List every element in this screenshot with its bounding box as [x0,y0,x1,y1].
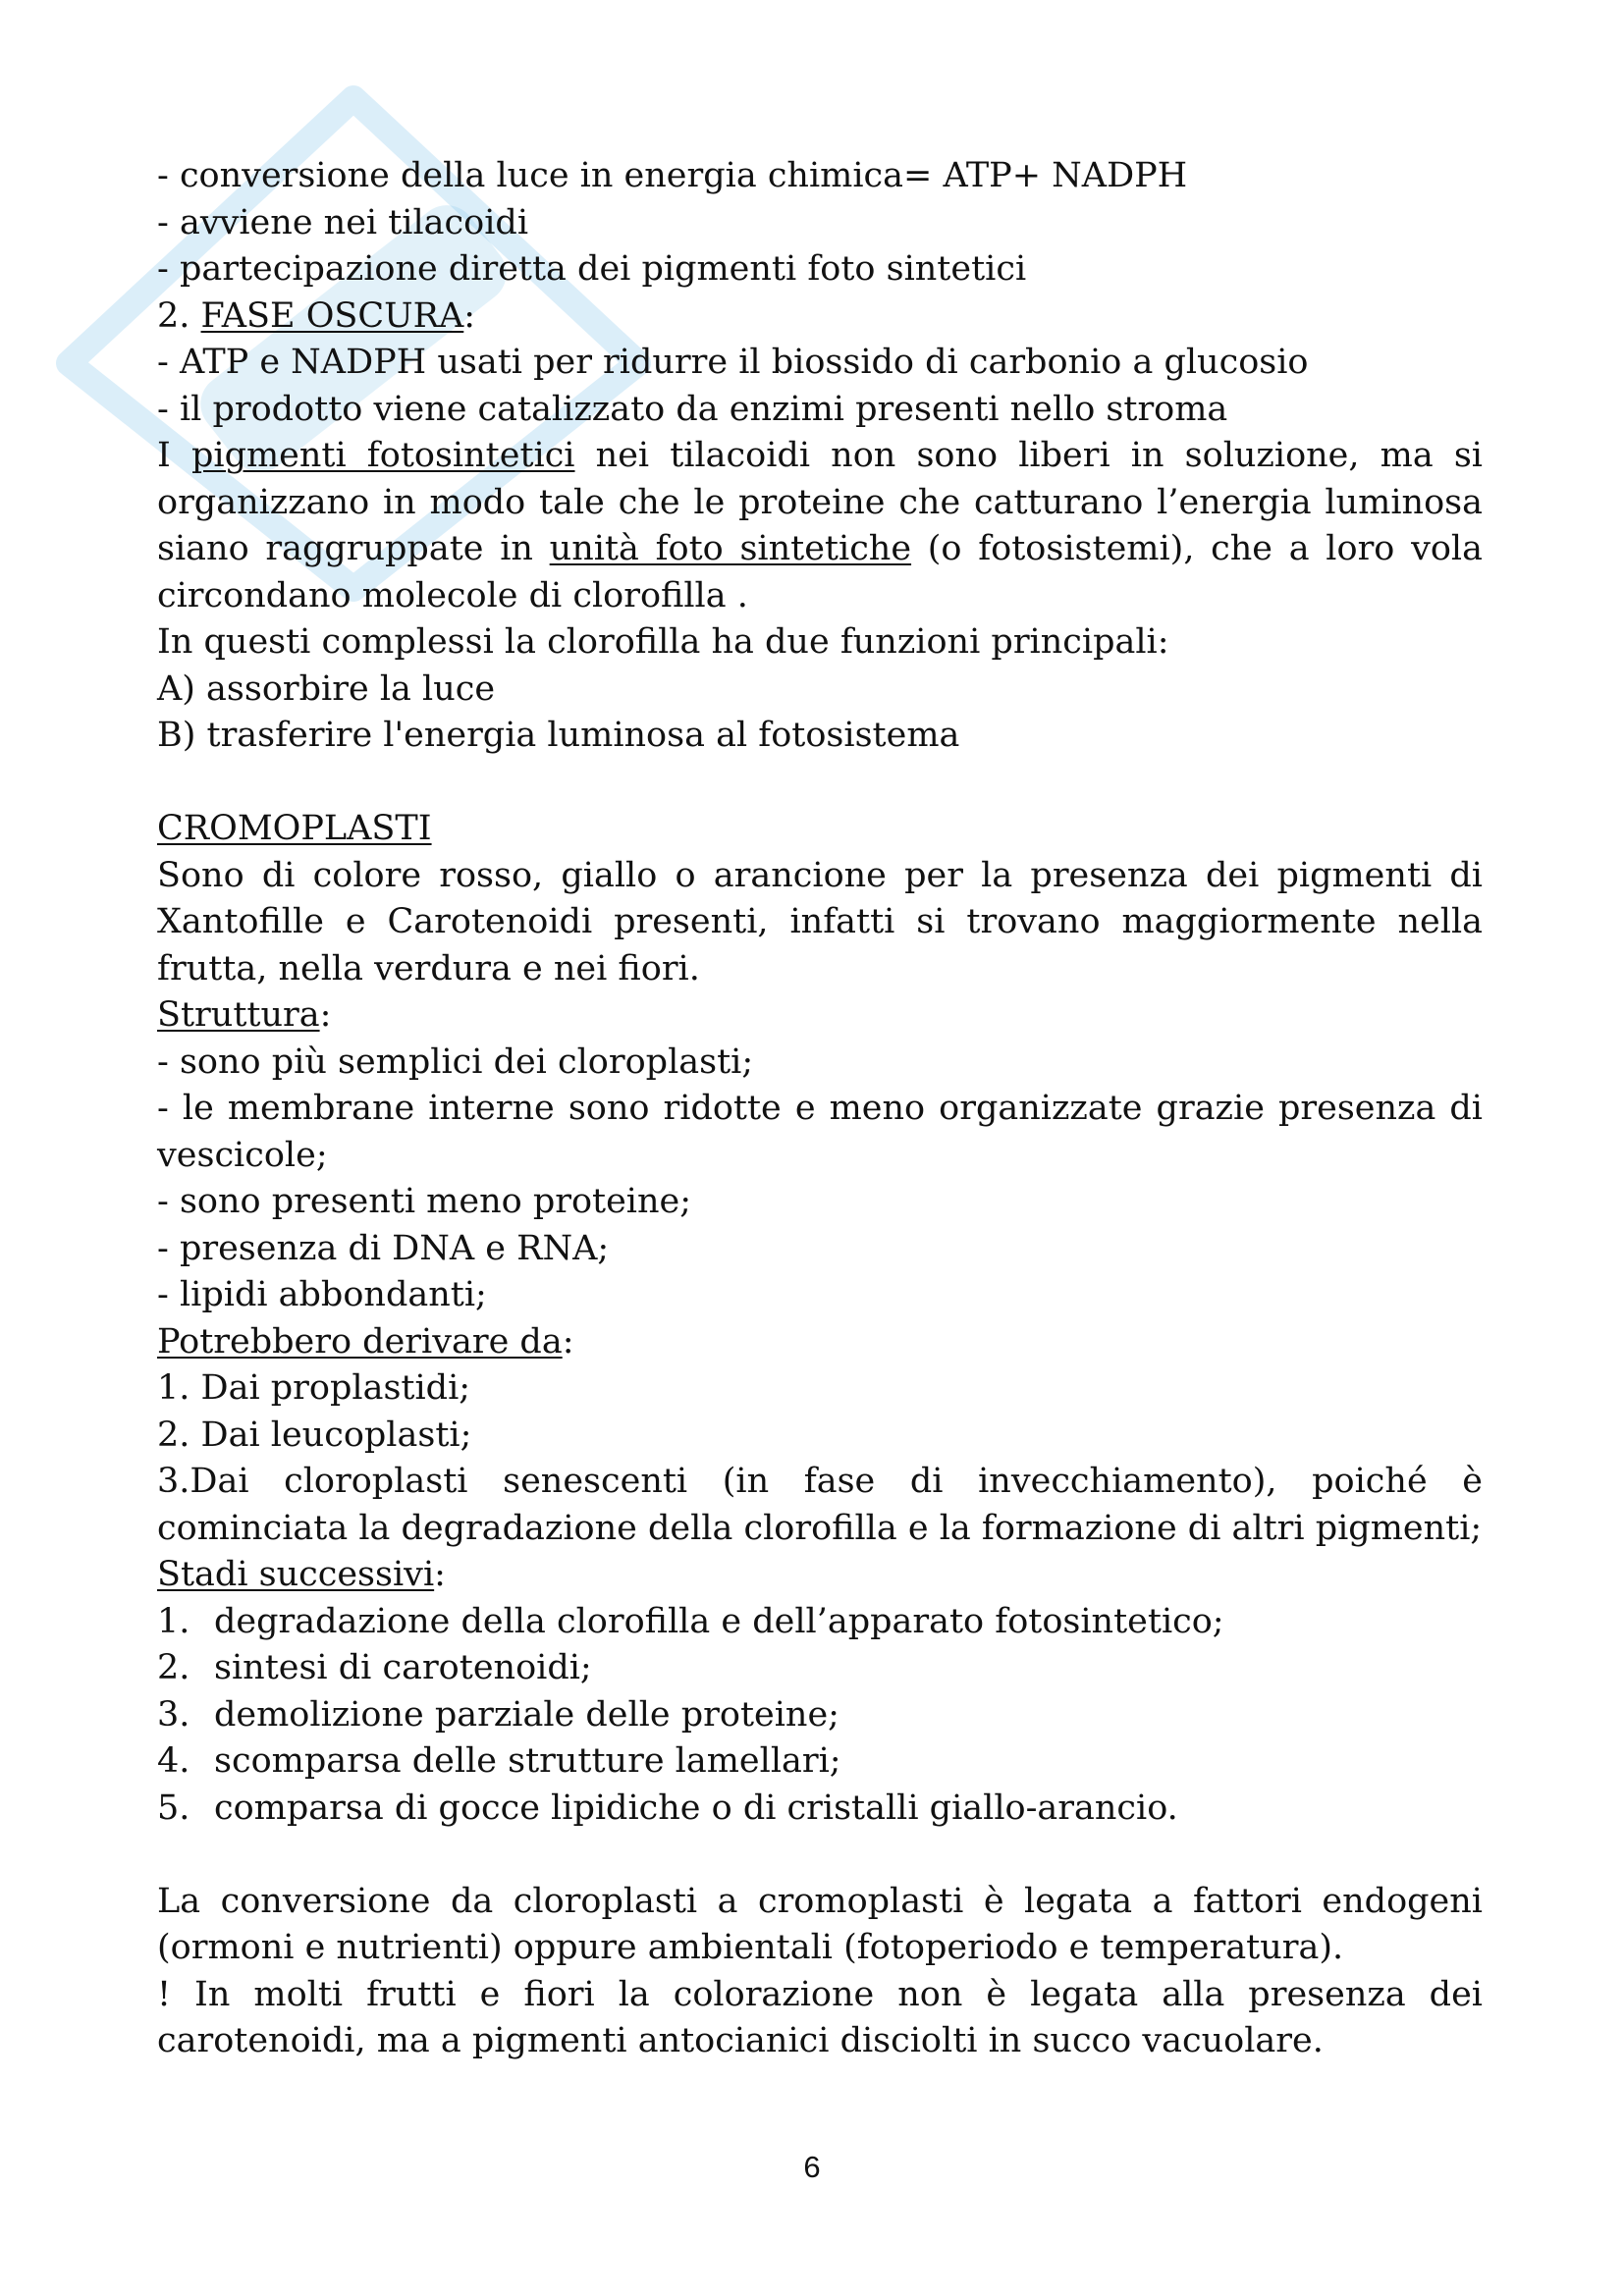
list-item: 4. scomparsa delle strutture lamellari; [157,1741,841,1781]
structure-item: - lipidi abbondanti; [157,1275,487,1314]
pigments-term: pigmenti fotosintetici [190,436,575,475]
dark-phase-item: - ATP e NADPH usati per ridurre il biossido di carbonio a glucosio [157,343,1309,382]
pigments-paragraph: I pigmenti fotosintetici nei tilacoidi non sono liberi in soluzione, ma si organizzano in modo tale che le proteine che catturano l’energia luminosa siano raggruppate in unità foto sintetiche (o fotosistemi), che a loro vola circondano molecole di clorofilla . [157,436,1483,615]
list-item: 2. sintesi di carotenoidi; [157,1648,592,1687]
origin-item: 1. Dai proplastidi; [157,1368,471,1408]
chlorophyll-intro: In questi complessi la clorofilla ha due funzioni principali: [157,622,1169,662]
chlorophyll-function-b: B) trasferire l'energia luminosa al fotosistema [157,716,960,755]
structure-item: - le membrane interne sono ridotte e meno organizzate grazie presenza di vescicole; [157,1089,1483,1175]
chromoplasts-heading: CROMOPLASTI [157,809,432,848]
photosynthetic-units-term: unità foto sintetiche [549,529,912,568]
origin-item: 2. Dai leucoplasti; [157,1415,472,1455]
structure-item: - presenza di DNA e RNA; [157,1228,610,1268]
document-body [157,153,1483,2065]
light-phase-line: - partecipazione diretta dei pigmenti foto sintetici [157,249,1027,289]
list-item: 1. degradazione della clorofilla e dell’apparato fotosintetico; [157,1601,1224,1641]
structure-item: - sono presenti meno proteine; [157,1182,692,1221]
stages-heading: Stadi successivi: [157,1555,446,1594]
page-number: 6 [803,2150,821,2184]
list-item: 5. comparsa di gocce lipidiche o di cristalli giallo-arancio. [157,1788,1178,1828]
list-item: 3. demolizione parziale delle proteine; [157,1694,839,1735]
dark-phase-heading: 2. FASE OSCURA: [157,295,476,336]
origin-item: 3.Dai cloroplasti senescenti (in fase di invecchiamento), poiché è cominciata la degradazione della clorofilla e la formazione di altri pigmenti; [157,1462,1483,1548]
chromoplasts-paragraph: Sono di colore rosso, giallo o arancione per la presenza dei pigmenti di Xantofille e Carotenoidi presenti, infatti si trovano maggiormente nella frutta, nella verdura e nei fiori. [157,855,1483,988]
dark-phase-title: FASE OSCURA [200,295,464,336]
stages-list [157,1599,1483,1833]
conversion-paragraph: La conversione da cloroplasti a cromoplasti è legata a fattori endogeni (ormoni e nutrienti) oppure ambientali (fotoperiodo e temperatura). [157,1881,1483,1967]
structure-heading: Struttura: [157,995,332,1035]
origin-heading: Potrebbero derivare da: [157,1321,574,1362]
light-phase-line: - avviene nei tilacoidi [157,202,529,242]
dark-phase-item: - il prodotto viene catalizzato da enzimi presenti nello stroma [157,389,1228,429]
light-phase-line: - conversione della luce in energia chimica= ATP+ NADPH [157,156,1188,195]
chlorophyll-function-a: A) assorbire la luce [157,668,496,709]
note-paragraph: ! In molti frutti e fiori la colorazione non è legata alla presenza dei carotenoidi, ma a pigmenti antocianici disciolti in succo vacuolare. [157,1974,1483,2060]
structure-item: - sono più semplici dei cloroplasti; [157,1041,754,1082]
